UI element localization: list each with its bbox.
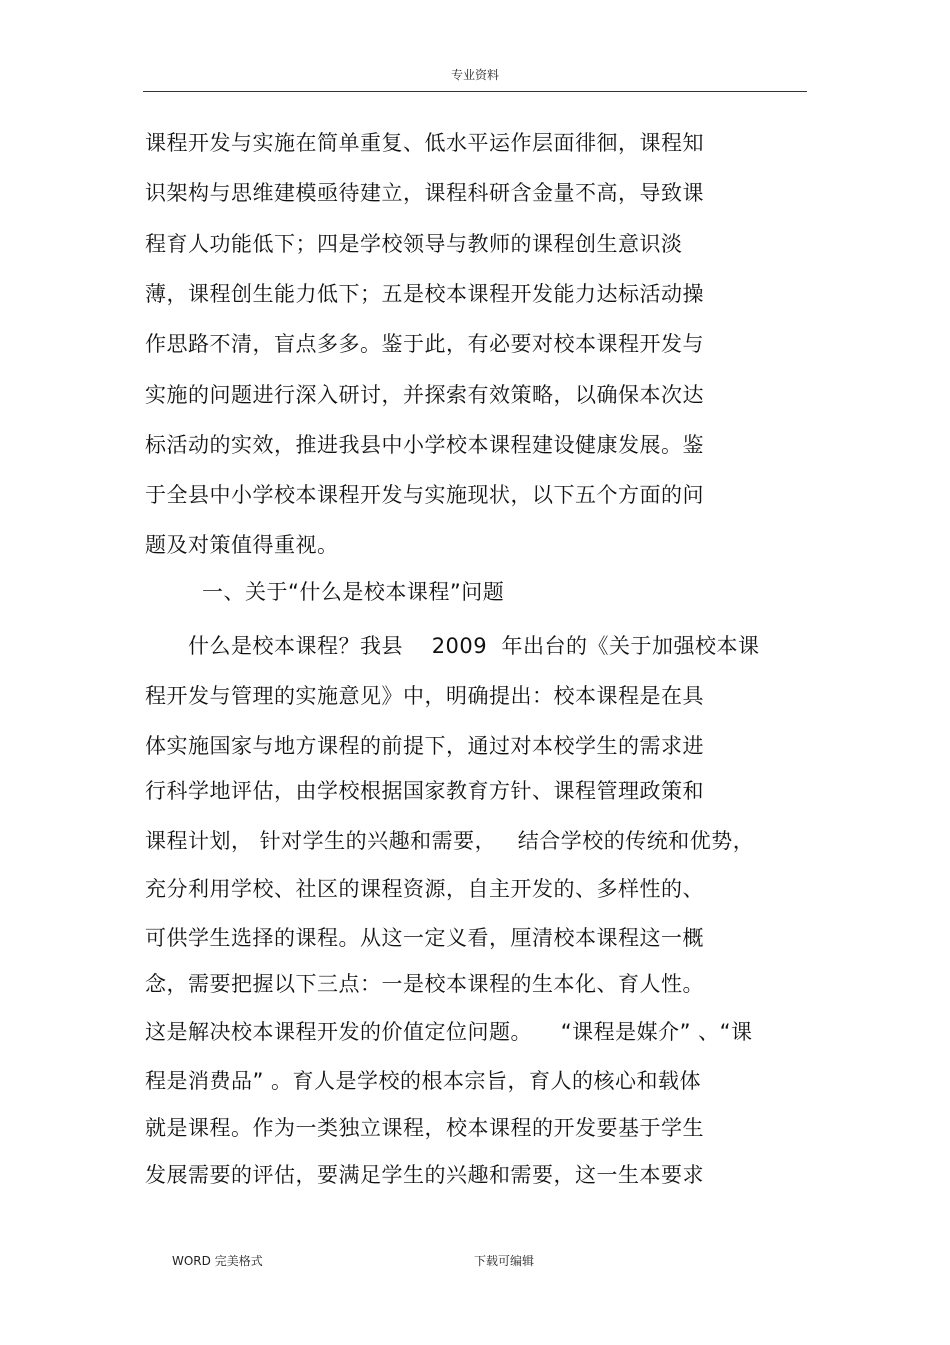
header-divider	[143, 91, 807, 92]
body-line: 作思路不清，盲点多多。鉴于此，有必要对校本课程开发与	[145, 332, 704, 356]
body-line: 程开发与管理的实施意见》中，明确提出：校本课程是在具	[145, 684, 704, 708]
body-line: 程是消费品” 。育人是学校的根本宗旨，育人的核心和载体	[145, 1069, 702, 1093]
footer-edit-note: 下载可编辑	[474, 1254, 535, 1268]
body-line: 题及对策值得重视。	[145, 533, 339, 557]
section-heading: 一、关于“什么是校本课程”问题	[202, 580, 505, 604]
body-line: 于全县中小学校本课程开发与实施现状，以下五个方面的问	[145, 483, 704, 507]
body-line: 标活动的实效，推进我县中小学校本课程建设健康发展。鉴	[145, 433, 704, 457]
body-line: 什么是校本课程？我县 2009 年出台的《关于加强校本课	[188, 634, 760, 658]
body-line: 就是课程。作为一类独立课程，校本课程的开发要基于学生	[145, 1116, 704, 1140]
body-line: 程育人功能低下；四是学校领导与教师的课程创生意识淡	[145, 232, 683, 256]
body-line: 实施的问题进行深入研讨，并探索有效策略，以确保本次达	[145, 383, 704, 407]
body-line: 识架构与思维建模亟待建立，课程科研含金量不高，导致课	[145, 181, 704, 205]
body-line: 课程计划， 针对学生的兴趣和需要， 结合学校的传统和优势，	[145, 829, 755, 853]
body-line: 薄，课程创生能力低下；五是校本课程开发能力达标活动操	[145, 282, 704, 306]
body-line: 行科学地评估，由学校根据国家教育方针、课程管理政策和	[145, 779, 704, 803]
body-line: 充分利用学校、社区的课程资源，自主开发的、多样性的、	[145, 877, 704, 901]
body-line: 念，需要把握以下三点：一是校本课程的生本化、育人性。	[145, 972, 704, 996]
page-header-title: 专业资料	[450, 68, 499, 82]
body-line: 这是解决校本课程开发的价值定位问题。 “课程是媒介” 、“课	[145, 1020, 753, 1044]
body-line: 课程开发与实施在简单重复、低水平运作层面徘徊，课程知	[145, 131, 704, 155]
body-line: 发展需要的评估，要满足学生的兴趣和需要，这一生本要求	[145, 1163, 704, 1187]
body-line: 体实施国家与地方课程的前提下，通过对本校学生的需求进	[145, 734, 704, 758]
footer-format-note: WORD 完美格式	[172, 1254, 263, 1268]
body-line: 可供学生选择的课程。从这一定义看，厘清校本课程这一概	[145, 926, 704, 950]
